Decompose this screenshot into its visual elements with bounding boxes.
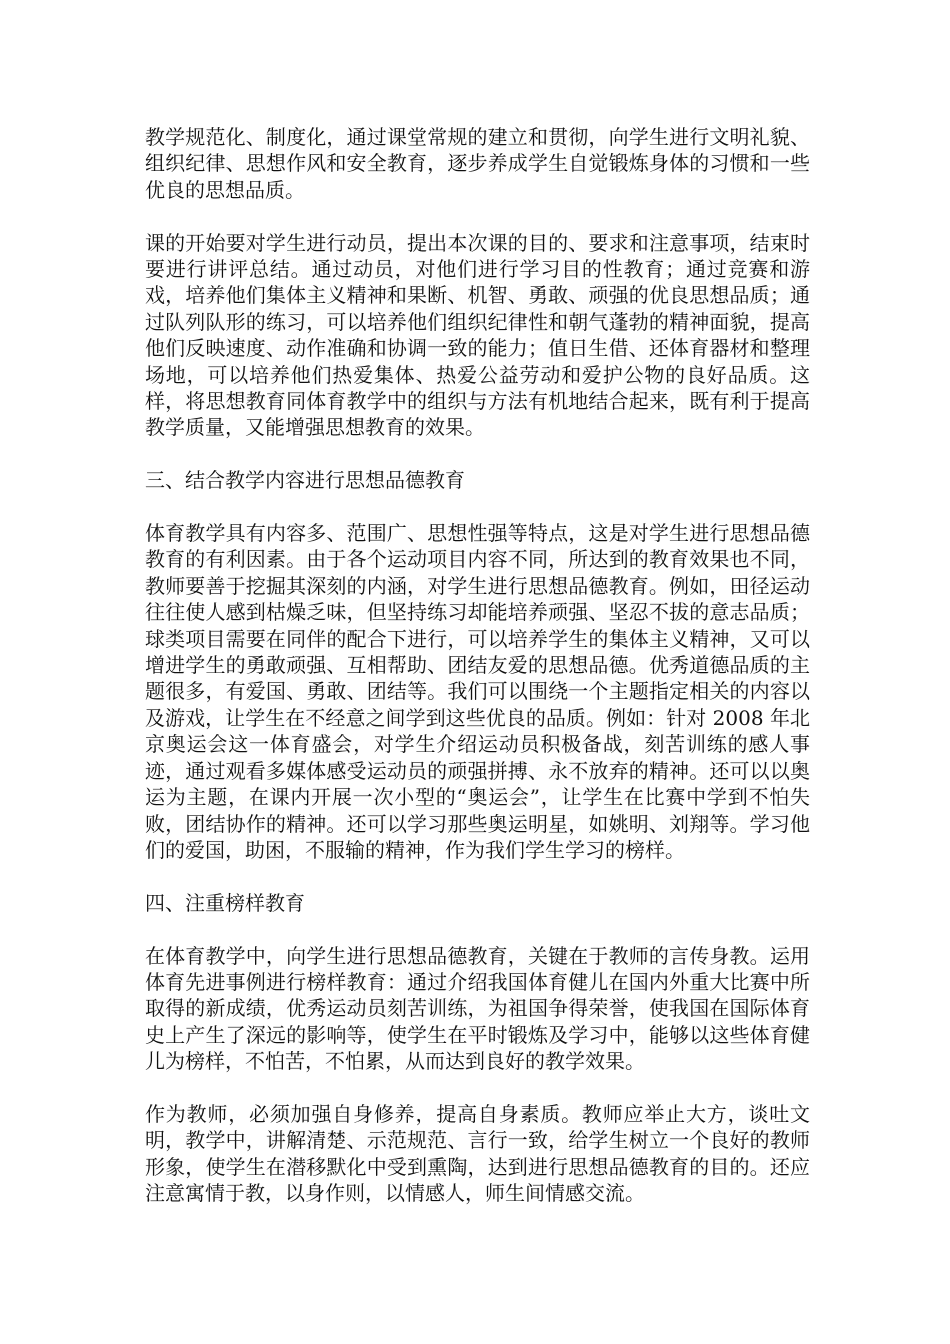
paragraph-2: 课的开始要对学生进行动员，提出本次课的目的、要求和注意事项，结束时要进行讲评总结。通过动员，对他们进行学习目的性教育；通过竞赛和游戏，培养他们集体主义精神和果断、机智、勇敢、顽强的优良思想品质；通过队列队形的练习，可以培养他们组织纪律性和朝气蓬勃的精神面貌，提高他们反映速度、动作准确和协调一致的能力；值日生借、还体育器材和整理场地，可以培养他们热爱集体、热爱公益劳动和爱护公物的良好品质。这样，将思想教育同体育教学中的组织与方法有机地结合起来，既有利于提高教学质量，又能增强思想教育的效果。 bbox=[145, 230, 810, 440]
document-body bbox=[145, 124, 810, 1233]
paragraph-4: 在体育教学中，向学生进行思想品德教育，关键在于教师的言传身教。运用体育先进事例进行榜样教育：通过介绍我国体育健儿在国内外重大比赛中所取得的新成绩，优秀运动员刻苦训练，为祖国争得荣誉，使我国在国际体育史上产生了深远的影响等，使学生在平时锻炼及学习中，能够以这些体育健儿为榜样，不怕苦，不怕累，从而达到良好的教学效果。 bbox=[145, 943, 810, 1074]
paragraph-1: 教学规范化、制度化，通过课堂常规的建立和贯彻，向学生进行文明礼貌、组织纪律、思想作风和安全教育，逐步养成学生自觉锻炼身体的习惯和一些优良的思想品质。 bbox=[145, 125, 810, 202]
paragraph-5: 作为教师，必须加强自身修养，提高自身素质。教师应举止大方，谈吐文明，教学中，讲解清楚、示范规范、言行一致，给学生树立一个良好的教师形象，使学生在潜移默化中受到熏陶，达到进行思想品德教育的目的。还应注意寓情于教，以身作则，以情感人，师生间情感交流。 bbox=[145, 1101, 810, 1206]
paragraph-3: 体育教学具有内容多、范围广、思想性强等特点，这是对学生进行思想品德教育的有利因素。由于各个运动项目内容不同，所达到的教育效果也不同，教师要善于挖掘其深刻的内涵，对学生进行思想品德教育。例如，田径运动往往使人感到枯燥乏味，但坚持练习却能培养顽强、坚忍不拔的意志品质；球类项目需要在同伴的配合下进行，可以培养学生的集体主义精神，又可以增进学生的勇敢顽强、互相帮助、团结友爱的思想品德。优秀道德品质的主题很多，有爱国、勇敢、团结等。我们可以围绕一个主题指定相关的内容以及游戏，让学生在不经意之间学到这些优良的品质。例如：针对 2008 年北京奥运会这一体育盛会，对学生介绍运动员积极备战，刻苦训练的感人事迹，通过观看多媒体感受运动员的顽强拼搏、永不放弃的精神。还可以以奥运为主题，在课内开展一次小型的“奥运会”，让学生在比赛中学到不怕失败，团结协作的精神。还可以学习那些奥运明星，如姚明、刘翔等。学习他们的爱国，助困，不服输的精神，作为我们学生学习的榜样。 bbox=[145, 521, 810, 862]
section-heading-3: 三、结合教学内容进行思想品德教育 bbox=[145, 468, 465, 493]
section-heading-4: 四、注重榜样教育 bbox=[145, 890, 305, 915]
